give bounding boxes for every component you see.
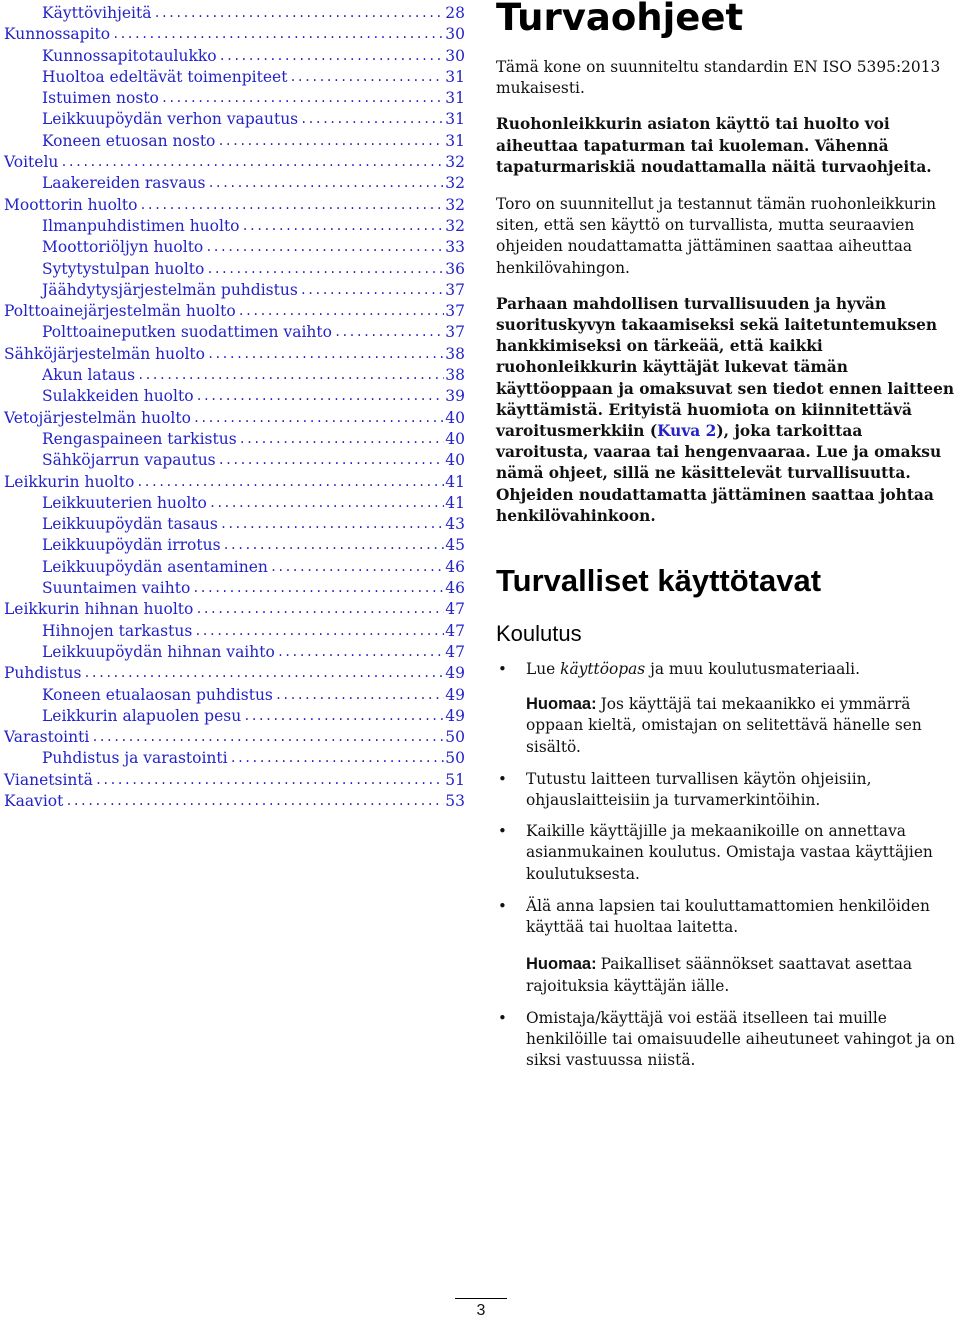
toc-entry-page: 50 — [445, 728, 465, 747]
toc-entry-line — [4, 408, 465, 429]
toc-entry[interactable] — [0, 472, 470, 493]
toc-dot-leader — [83, 663, 444, 684]
toc-entry-page: 47 — [445, 600, 465, 619]
toc-entry-line — [42, 493, 465, 514]
toc-entry[interactable] — [0, 152, 470, 173]
toc-entry-line — [42, 280, 465, 301]
toc-dot-leader — [243, 706, 444, 727]
toc-entry-page: 32 — [445, 153, 465, 172]
toc-entry-title: Leikkuupöydän irrotus — [42, 536, 221, 555]
toc-entry[interactable] — [0, 557, 470, 578]
toc-entry-line — [42, 429, 465, 450]
toc-entry[interactable] — [0, 621, 470, 642]
toc-entry-title: Leikkurin hihnan huolto — [4, 600, 194, 619]
toc-entry-title: Laakereiden rasvaus — [42, 174, 206, 193]
toc-entry-title: Vetojärjestelmän huolto — [4, 408, 191, 427]
toc-dot-leader — [194, 621, 444, 642]
training-list-end — [496, 1008, 958, 1072]
toc-entry-page: 40 — [445, 429, 465, 448]
safety-section — [496, 0, 958, 1071]
toc-entry-line — [42, 748, 465, 769]
toc-entry-page: 51 — [445, 770, 465, 789]
toc-dot-leader — [196, 386, 445, 407]
list-item: • Omistaja/käyttäjä voi estää itselleen tai muille henkilöille tai omaisuudelle aiheutuneet vahingot ja on siksi vastuussa niistä. — [496, 1008, 958, 1072]
toc-entry-title: Vianetsintä — [4, 770, 93, 789]
toc-entry[interactable] — [0, 109, 470, 130]
toc-dot-leader — [65, 791, 444, 812]
toc-entry-title: Polttoainejärjestelmän huolto — [4, 302, 236, 321]
list-item: • Lue käyttöopas ja muu koulutusmateriaali. — [496, 659, 958, 680]
toc-dot-leader — [195, 599, 444, 620]
toc-dot-leader — [238, 301, 445, 322]
toc-entry-line — [42, 322, 465, 343]
toc-entry[interactable] — [0, 344, 470, 365]
list-item: • Tutustu laitteen turvallisen käytön ohjeisiin, ohjauslaitteisiin ja turvamerkintöihin. — [496, 769, 958, 811]
toc-entry-line — [42, 578, 465, 599]
toc-entry-page: 49 — [445, 685, 465, 704]
toc-entry-line — [42, 642, 465, 663]
toc-entry-line — [42, 46, 465, 67]
toc-entry-title: Leikkurin alapuolen pesu — [42, 706, 242, 725]
toc-entry-title: Sytytystulpan huolto — [42, 259, 205, 278]
toc-dot-leader — [289, 67, 444, 88]
toc-dot-leader — [207, 344, 444, 365]
toc-entry-title: Leikkuuterien huolto — [42, 493, 207, 512]
toc-dot-leader — [207, 173, 444, 194]
toc-entry-line — [42, 173, 465, 194]
toc-entry-page: 32 — [445, 195, 465, 214]
toc-entry[interactable] — [0, 322, 470, 343]
toc-entry[interactable] — [0, 642, 470, 663]
toc-entry-line — [4, 195, 465, 216]
toc-entry-page: 41 — [445, 493, 465, 512]
toc-entry-title: Sähköjarrun vapautus — [42, 451, 216, 470]
toc-entry[interactable] — [0, 514, 470, 535]
toc-entry-title: Moottoriöljyn huolto — [42, 238, 204, 257]
toc-entry-title: Puhdistus ja varastointi — [42, 749, 228, 768]
toc-entry-title: Polttoaineputken suodattimen vaihto — [42, 323, 332, 342]
note-label: Huomaa: — [526, 955, 597, 974]
toc-entry[interactable] — [0, 67, 470, 88]
toc-entry-title: Rengaspaineen tarkistus — [42, 429, 237, 448]
toc-entry-page: 46 — [445, 557, 465, 576]
toc-entry-title: Ilmanpuhdistimen huolto — [42, 216, 240, 235]
toc-entry-line — [42, 237, 465, 258]
toc-entry-title: Leikkuupöydän verhon vapautus — [42, 110, 299, 129]
toc-entry[interactable] — [0, 131, 470, 152]
toc-entry-line — [42, 216, 465, 237]
toc-entry-line — [4, 770, 465, 791]
toc-entry-page: 37 — [445, 302, 465, 321]
toc-entry-line — [4, 472, 465, 493]
toc-entry-line — [42, 67, 465, 88]
toc-entry[interactable] — [0, 259, 470, 280]
list-item: • Kaikille käyttäjille ja mekaanikoille on annettava asianmukainen koulutus. Omistaja vastaa käyttäjien koulutuksesta. — [496, 821, 958, 885]
toc-dot-leader — [139, 195, 444, 216]
toc-entry-page: 43 — [445, 515, 465, 534]
toc-dot-leader — [193, 408, 444, 429]
toc-entry-page: 49 — [445, 706, 465, 725]
toc-entry-line — [4, 24, 465, 45]
toc-entry[interactable] — [0, 237, 470, 258]
toc-entry-page: 46 — [445, 579, 465, 598]
toc-entry-page: 37 — [445, 280, 465, 299]
toc-dot-leader — [95, 770, 444, 791]
toc-entry[interactable] — [0, 408, 470, 429]
toc-dot-leader — [300, 280, 444, 301]
toc-dot-leader — [192, 578, 444, 599]
toc-entry[interactable] — [0, 301, 470, 322]
toc-entry-line — [4, 791, 465, 812]
toc-entry-title: Varastointi — [4, 728, 90, 747]
section-heading: Turvalliset käyttötavat — [496, 563, 822, 599]
toc-entry-title: Akun lataus — [42, 366, 136, 385]
toc-entry[interactable] — [0, 88, 470, 109]
toc-entry-title: Koneen etualaosan puhdistus — [42, 685, 273, 704]
toc-entry-title: Leikkuupöydän hihnan vaihto — [42, 642, 275, 661]
toc-dot-leader — [242, 216, 445, 237]
toc-entry-page: 36 — [445, 259, 465, 278]
toc-entry-page: 31 — [445, 110, 465, 129]
note: Huomaa: Paikalliset säännökset saattavat asettaa rajoituksia käyttäjän iälle. — [526, 955, 913, 995]
toc-dot-leader — [217, 131, 444, 152]
toc-dot-leader — [209, 493, 444, 514]
toc-entry-title: Leikkuupöydän tasaus — [42, 515, 218, 534]
toc-entry-page: 28 — [445, 4, 465, 22]
toc-entry-line — [42, 535, 465, 556]
warning-paragraph: Ruohonleikkurin asiaton käyttö tai huolto voi aiheuttaa tapaturman tai kuoleman. Vähennä tapaturmariskiä noudattamalla näitä turvaohjeita. — [496, 115, 932, 176]
toc-entry[interactable] — [0, 450, 470, 471]
page-title: Turvaohjeet — [496, 0, 744, 39]
toc-entry[interactable] — [0, 386, 470, 407]
list-item: • Älä anna lapsien tai kouluttamattomien henkilöiden käyttää tai huoltaa laitetta. — [496, 896, 958, 938]
toc-entry[interactable] — [0, 3, 470, 24]
toc-dot-leader — [277, 642, 444, 663]
toc-entry-page: 41 — [445, 472, 465, 491]
toc-entry-page: 38 — [445, 344, 465, 363]
toc-entry-line — [42, 514, 465, 535]
toc-dot-leader — [275, 685, 444, 706]
toc-entry[interactable] — [0, 173, 470, 194]
toc-entry-line — [4, 727, 465, 748]
toc-entry-page: 32 — [445, 174, 465, 193]
toc-entry-title: Leikkurin huolto — [4, 472, 135, 491]
toc-entry[interactable] — [0, 578, 470, 599]
toc-entry[interactable] — [0, 24, 470, 45]
toc-entry-title: Moottorin huolto — [4, 195, 138, 214]
toc-entry-line — [42, 88, 465, 109]
toc-entry-page: 45 — [445, 536, 465, 555]
toc-entry-line — [42, 621, 465, 642]
toc-entry-line — [42, 3, 465, 24]
toc-entry-page: 30 — [445, 46, 465, 65]
toc-entry-title: Suuntaimen vaihto — [42, 579, 191, 598]
toc-entry-page: 38 — [445, 366, 465, 385]
toc-dot-leader — [218, 450, 445, 471]
subsection-heading: Koulutus — [496, 621, 582, 647]
toc-dot-leader — [220, 514, 444, 535]
toc-entry-line — [4, 344, 465, 365]
toc-dot-leader — [137, 365, 444, 386]
toc-entry[interactable] — [0, 727, 470, 748]
toc-entry[interactable] — [0, 599, 470, 620]
toc-entry-page: 47 — [445, 621, 465, 640]
toc-entry[interactable] — [0, 216, 470, 237]
toc-dot-leader — [161, 88, 444, 109]
design-paragraph: Toro on suunnitellut ja testannut tämän ruohonleikkurin siten, että sen käyttö on turvallista, mutta seuraavien ohjeiden noudattamatta jättäminen saattaa aiheuttaa henkilövahingon. — [496, 195, 936, 277]
toc-entry-line — [42, 685, 465, 706]
toc-entry-title: Jäähdytysjärjestelmän puhdistus — [42, 280, 298, 299]
toc-dot-leader — [60, 152, 444, 173]
toc-entry-page: 49 — [445, 664, 465, 683]
toc-dot-leader — [239, 429, 445, 450]
toc-entry-line — [42, 109, 465, 130]
table-of-contents — [0, 3, 470, 812]
toc-entry-page: 50 — [445, 749, 465, 768]
toc-entry-line — [42, 131, 465, 152]
toc-entry[interactable] — [0, 685, 470, 706]
toc-entry-line — [42, 450, 465, 471]
toc-dot-leader — [219, 46, 445, 67]
toc-dot-leader — [230, 748, 445, 769]
toc-entry-title: Koneen etuosan nosto — [42, 131, 216, 150]
toc-entry-page: 40 — [445, 451, 465, 470]
toc-entry-page: 33 — [445, 238, 465, 257]
toc-entry-line — [4, 152, 465, 173]
toc-entry-line — [4, 663, 465, 684]
toc-entry-line — [4, 599, 465, 620]
toc-entry-page: 32 — [445, 216, 465, 235]
toc-entry-line — [42, 386, 465, 407]
toc-entry[interactable] — [0, 195, 470, 216]
toc-entry[interactable] — [0, 429, 470, 450]
toc-entry[interactable] — [0, 535, 470, 556]
toc-entry[interactable] — [0, 770, 470, 791]
toc-entry-page: 31 — [445, 131, 465, 150]
toc-entry-line — [42, 365, 465, 386]
toc-dot-leader — [206, 259, 444, 280]
training-list-continued — [496, 769, 958, 938]
toc-entry-title: Puhdistus — [4, 664, 82, 683]
toc-dot-leader — [136, 472, 444, 493]
toc-entry[interactable] — [0, 493, 470, 514]
figure-2-link[interactable]: Kuva 2 — [657, 422, 717, 441]
toc-entry[interactable] — [0, 706, 470, 727]
toc-entry[interactable] — [0, 365, 470, 386]
toc-entry-page: 31 — [445, 89, 465, 108]
toc-entry-line — [42, 706, 465, 727]
note-label: Huomaa: — [526, 695, 597, 714]
toc-entry-page: 37 — [445, 323, 465, 342]
toc-entry-page: 53 — [445, 791, 465, 810]
toc-dot-leader — [112, 24, 444, 45]
toc-entry-title: Istuimen nosto — [42, 89, 159, 108]
toc-entry-page: 40 — [445, 408, 465, 427]
toc-entry-line — [42, 557, 465, 578]
toc-entry-page: 30 — [445, 25, 465, 44]
toc-dot-leader — [270, 557, 444, 578]
page-number: 3 — [455, 1298, 507, 1319]
toc-entry-page: 31 — [445, 67, 465, 86]
read-manual-paragraph: Parhaan mahdollisen turvallisuuden ja hyvän suorituskyvyn takaamiseksi sekä laitetuntemuksen hankkimiseksi on tärkeää, että kaikki ruohonleikkurin käyttäjät lukevat tämän käyttöoppaan ja omaksuvat sen tiedot ennen laitteen käyttämistä. Erityistä huomiota on kiinnitettävä varoitusmerkkiin (Kuva 2), joka tarkoittaa varoitusta, vaaraa tai hengenvaaraa. Lue ja omaksu nämä ohjeet, sillä ne käsittelevät turvallisuutta. Ohjeiden noudattamatta jättäminen saattaa johtaa henkilövahinkoon. — [496, 294, 955, 525]
toc-entry[interactable] — [0, 46, 470, 67]
toc-entry-title: Huoltoa edeltävät toimenpiteet — [42, 67, 288, 86]
toc-entry-title: Hihnojen tarkastus — [42, 621, 193, 640]
toc-dot-leader — [334, 322, 444, 343]
toc-dot-leader — [91, 727, 444, 748]
training-list — [496, 659, 958, 680]
toc-entry[interactable] — [0, 748, 470, 769]
toc-dot-leader — [223, 535, 445, 556]
toc-entry-title: Sähköjärjestelmän huolto — [4, 344, 205, 363]
toc-dot-leader — [153, 3, 444, 24]
toc-entry-line — [42, 259, 465, 280]
toc-entry-page: 47 — [445, 642, 465, 661]
toc-entry-page: 39 — [445, 387, 465, 406]
toc-entry-title: Leikkuupöydän asentaminen — [42, 557, 268, 576]
toc-entry-line — [4, 301, 465, 322]
note: Huomaa: Jos käyttäjä tai mekaanikko ei ymmärrä oppaan kieltä, omistajan on selitettävä hänelle sen sisältö. — [526, 695, 922, 756]
toc-entry-title: Kaaviot — [4, 791, 64, 810]
toc-entry-title: Käyttövihjeitä — [42, 4, 152, 22]
toc-entry[interactable] — [0, 791, 470, 812]
toc-entry-title: Kunnossapito — [4, 25, 111, 44]
toc-entry-title: Voitelu — [4, 153, 59, 172]
toc-entry-title: Sulakkeiden huolto — [42, 387, 194, 406]
toc-entry[interactable] — [0, 280, 470, 301]
toc-entry[interactable] — [0, 663, 470, 684]
standard-paragraph: Tämä kone on suunniteltu standardin EN ISO 5395:2013 mukaisesti. — [496, 58, 941, 98]
toc-dot-leader — [300, 109, 444, 130]
toc-dot-leader — [205, 237, 444, 258]
toc-entry-title: Kunnossapitotaulukko — [42, 46, 217, 65]
